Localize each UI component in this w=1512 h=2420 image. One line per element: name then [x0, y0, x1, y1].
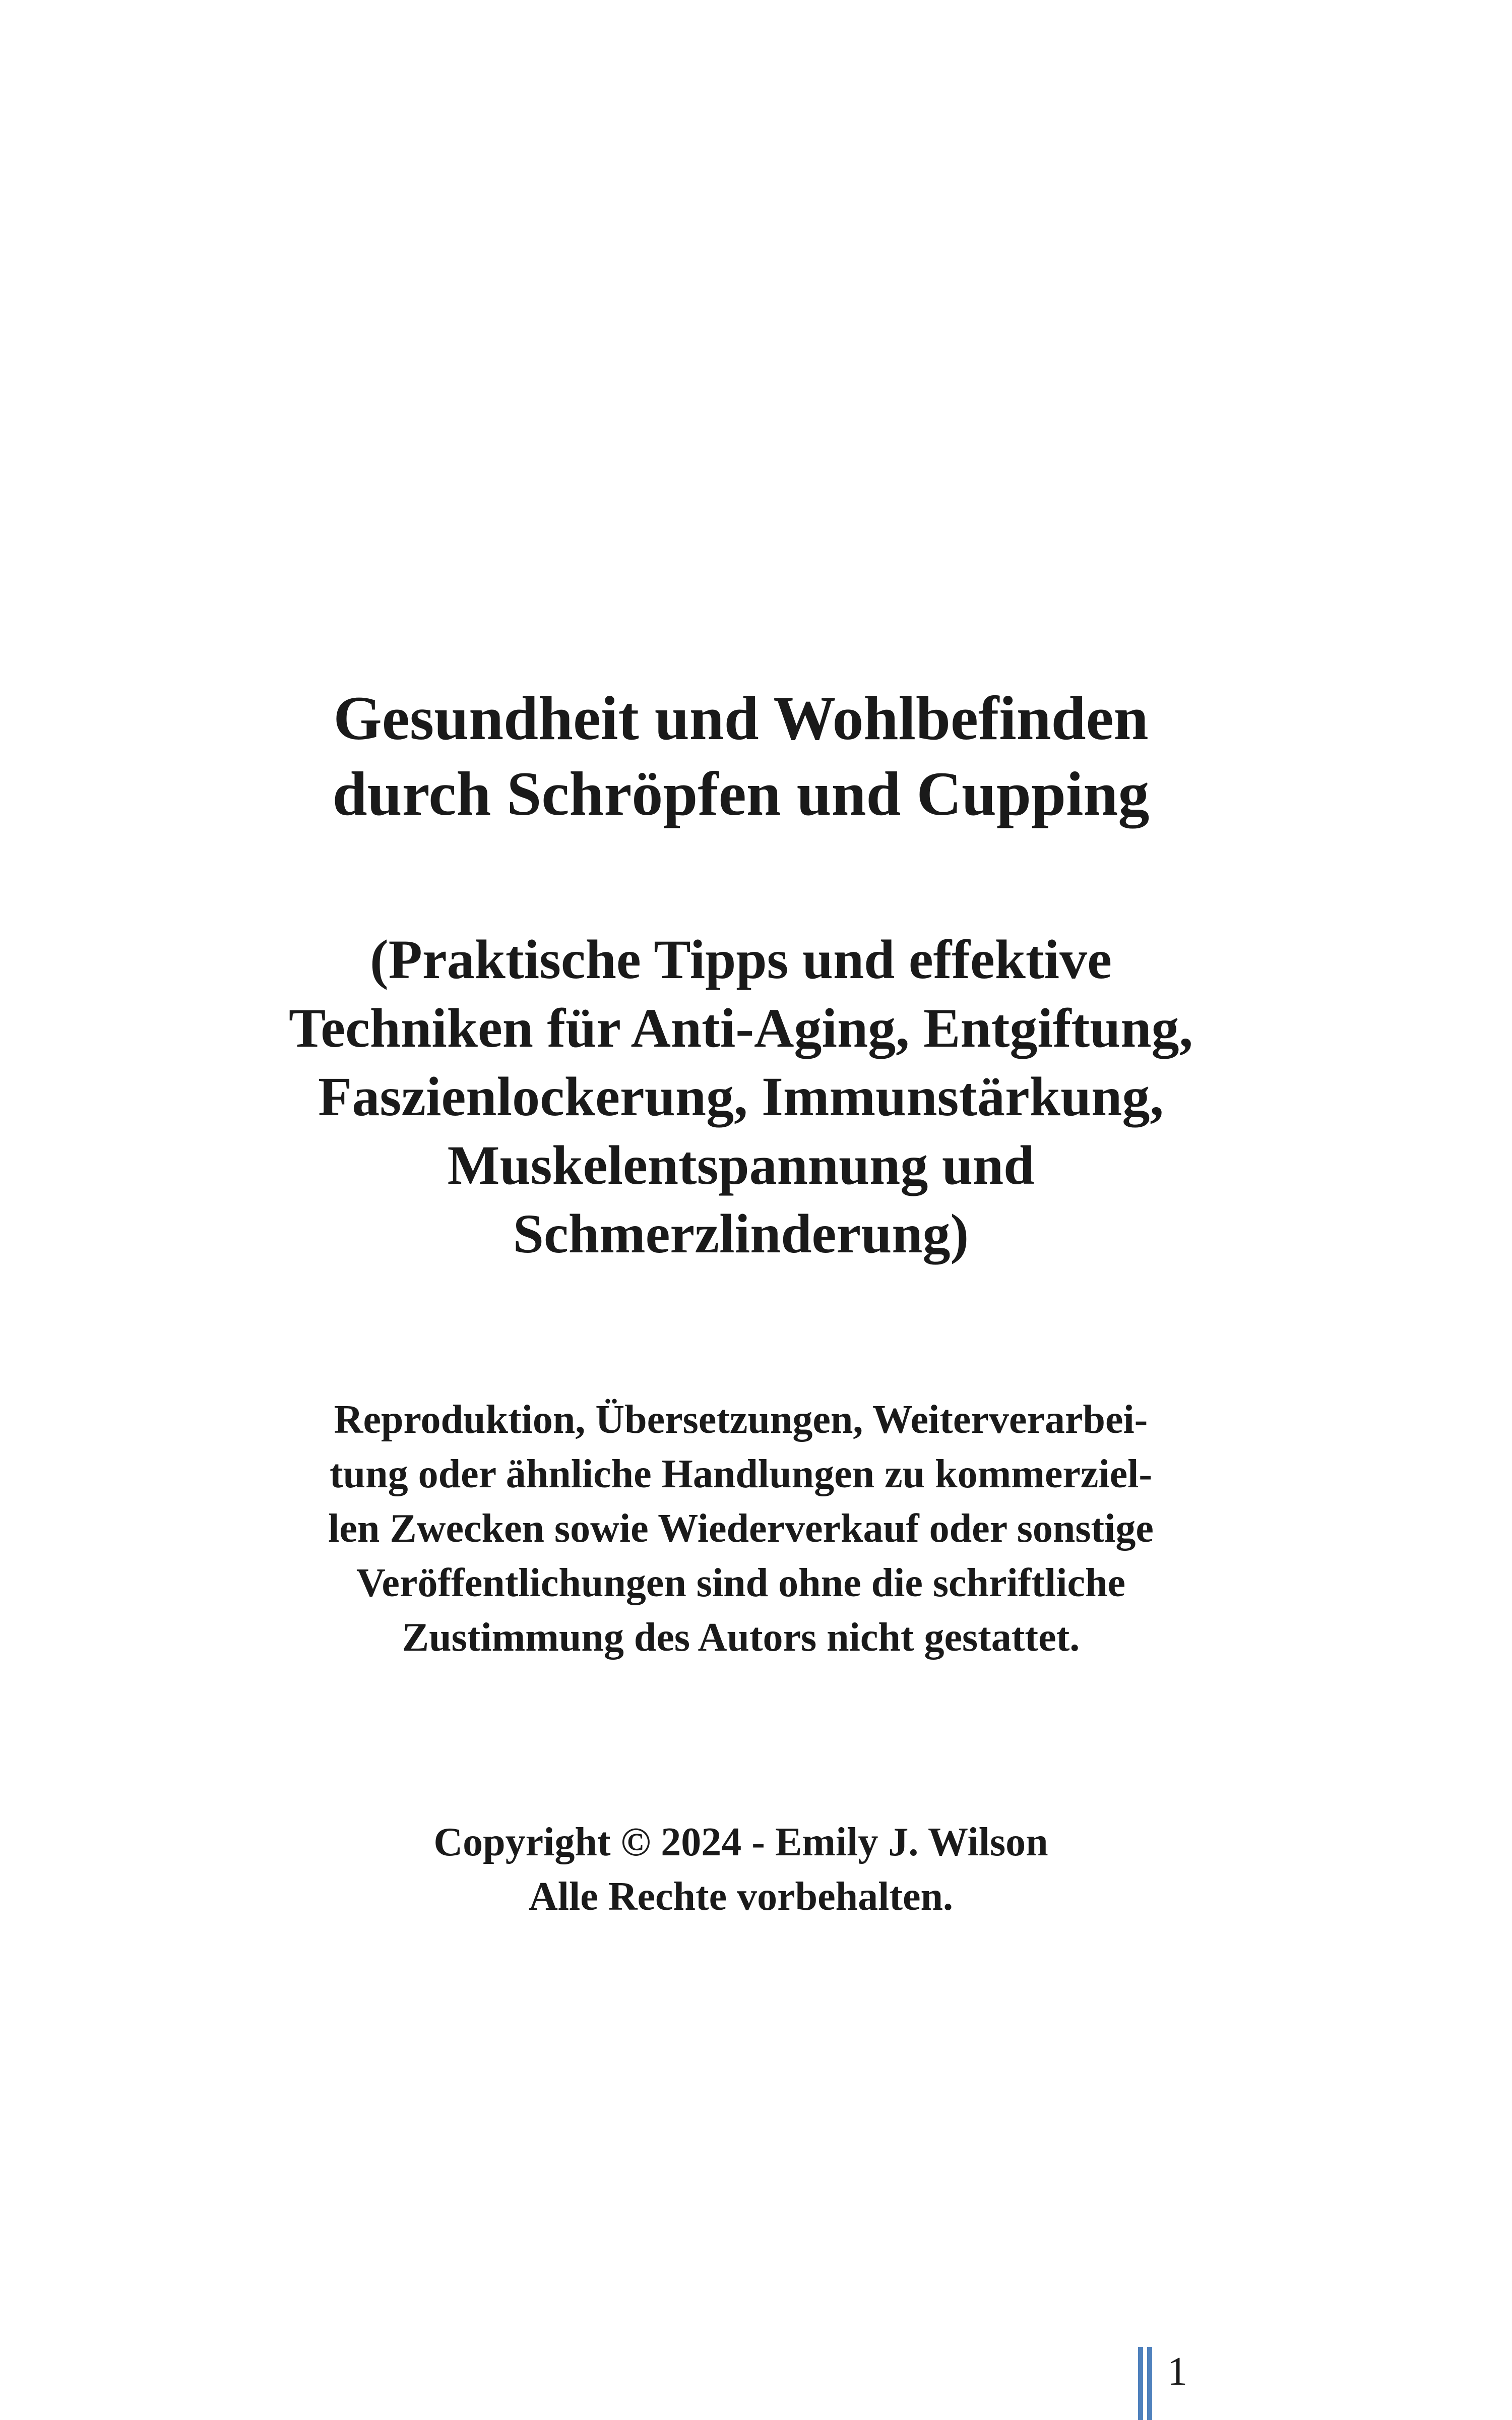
rights-notice: [202, 1393, 1280, 1665]
book-title-line-2: durch Schröpfen und Cupping: [332, 759, 1150, 828]
book-subtitle-line-1: (Praktische Tipps und effektive: [370, 929, 1112, 990]
copyright-line: Copyright © 2024 - Emily J. Wilson: [433, 1820, 1048, 1864]
page-number-divider-bar: [1138, 2347, 1143, 2420]
rights-notice-line-4: Veröffentlichungen sind ohne die schriftliche: [356, 1561, 1125, 1605]
rights-notice-line-5: Zustimmung des Autors nicht gestattet.: [402, 1615, 1080, 1660]
book-subtitle-line-5: Schmerzlinderung): [513, 1203, 969, 1264]
rights-notice-line-1: Reproduktion, Übersetzungen, Weiterverarbei-: [334, 1398, 1148, 1442]
page-number: 1: [1167, 2349, 1187, 2394]
page-footer: [1138, 2347, 1239, 2420]
book-subtitle: [202, 925, 1280, 1268]
book-subtitle-line-2: Techniken für Anti-Aging, Entgiftung,: [288, 997, 1193, 1059]
book-subtitle-line-4: Muskelentspannung und: [447, 1134, 1035, 1196]
rights-notice-line-3: len Zwecken sowie Wiederverkauf oder sonstige: [328, 1506, 1154, 1551]
all-rights-reserved-line: Alle Rechte vorbehalten.: [528, 1874, 954, 1919]
copyright-notice: [202, 1815, 1280, 1924]
book-title: [202, 681, 1280, 832]
rights-notice-line-2: tung oder ähnliche Handlungen zu kommerziel-: [330, 1452, 1152, 1496]
book-subtitle-line-3: Faszienlockerung, Immunstärkung,: [318, 1066, 1164, 1127]
book-title-line-1: Gesundheit und Wohlbefinden: [333, 684, 1149, 753]
page-number-divider-bar: [1147, 2347, 1152, 2420]
